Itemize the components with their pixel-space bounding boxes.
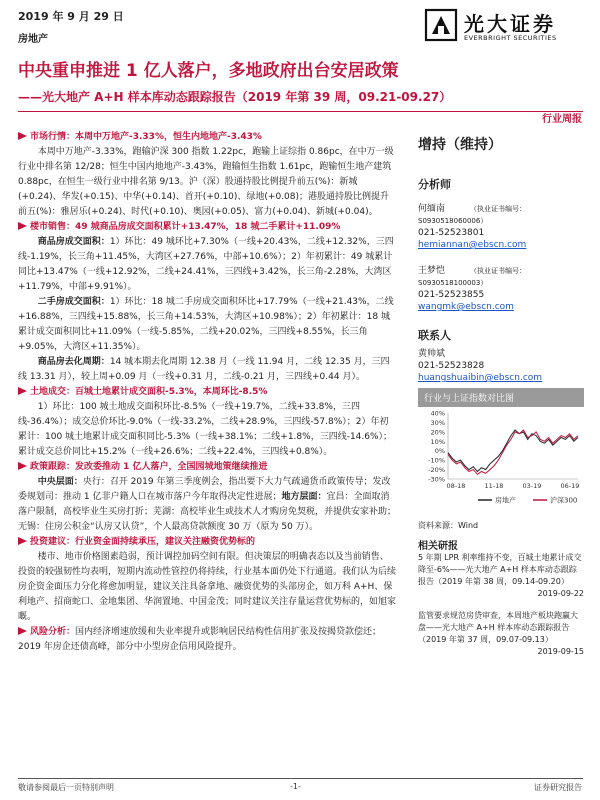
related-heading: 相关研报 xyxy=(418,541,458,552)
sector-label: 房地产 xyxy=(18,34,48,45)
bullet-icon xyxy=(18,537,27,545)
analyst-cert: （执业证书编号：S0930518100003） xyxy=(418,267,526,287)
section-risk xyxy=(18,625,396,655)
bullet-icon xyxy=(18,462,27,470)
related-report-title: 监管要求规范房贷审查，本周地产板块跑赢大盘——光大地产 A+H 样本库动态跟踪报告（2019 年第 37 周，09.07-09.13） xyxy=(418,611,578,644)
paragraph: 楼市、地市价格图素趋弱，预计调控加码空间有限。但决策层的明确表态以及当前销售、投资的较强韧性均表明，短期内流动性管控仍将持续，行业基本面仍处下行通道。我们认为后续房企资金面压力分化将愈加明显，建议关注具备拿地、融资优势的头部房企，如万科 A+H、保利地产、招商蛇口、金地集团、华润置地、中国金茂；同时建议关注存量运营优势标的，如旭家嘅。 xyxy=(18,552,397,622)
report-type: 行业周报 xyxy=(542,114,582,125)
paragraph-label: 地方层面： xyxy=(281,492,327,502)
related-report-date: 2019-09-22 xyxy=(537,589,584,598)
related-report-item[interactable] xyxy=(418,610,584,658)
bullet-icon xyxy=(18,387,27,395)
y-tick-label: 30% xyxy=(430,418,445,427)
paragraph-text: 央行：召开 2019 年第三季度例会，指出要下大力气疏通货币政策传导；发改委规划司：推动 1 亿非户籍人口在城市落户今年取得决定性进展； xyxy=(18,477,391,502)
paragraph-label: 二手房成交面积： xyxy=(37,297,110,307)
paragraph-text: 1）环比：18 城二手房成交面积环比+17.79%（一线+21.43%，二线+16.88%，三四线+15.88%，长三角+14.53%，大湾区+10.98%）；2）年初累计：18 城累计成交面积同比+11.09%（一线-5.85%，二线+20.02%，三四线+8.55%，长三角+9.05%，大湾区+11.35%）。 xyxy=(18,297,394,352)
analyst-email-link[interactable]: hemiannan@ebscn.com xyxy=(418,240,527,250)
analyst-cert: （执业证书编号：S0930518060006） xyxy=(418,205,526,225)
page-number: -1- xyxy=(290,782,301,791)
section-sales xyxy=(18,220,396,235)
paragraph-label: 中央层面： xyxy=(37,477,83,487)
paragraph-text: 国内经济增速放缓和失业率提升或影响居民结构性信用扩张及按揭贷款偿还；2019 年房企还债高峰，部分中小型房企信用风险提升。 xyxy=(18,627,382,652)
contact-phone: 021-52523828 xyxy=(418,361,485,371)
analyst-card xyxy=(418,265,584,313)
x-tick-label: 06-19 xyxy=(560,482,580,490)
footer-report-type: 证券研究报告 xyxy=(534,783,582,792)
y-tick-label: 0% xyxy=(434,447,445,456)
paragraph-text: 宜昌：全面取消落户限制，高校毕业生买房打折；芜湖：高校毕业生或技术人才购房免契税，并提供安家补助；无锡：住房公积金“认房又认贷”，个人最高贷款额度 30 万（原为 50 万）。 xyxy=(18,492,397,532)
section-heading: 市场行情：本周中万地产-3.33%，恒生内地地产-3.43% xyxy=(30,132,262,142)
x-tick-label: 03-19 xyxy=(522,482,542,490)
related-report-date: 2019-09-15 xyxy=(537,647,584,656)
y-tick-label: -20% xyxy=(428,466,445,475)
paragraph: 本周中万地产-3.33%，跑输沪深 300 指数 1.22pc，跑输上证综指 0.86pc，在中万一级行业中排名第 12/28；恒生中国内地地产-3.43%，跑输恒生指数 1.61pc，跑输恒生地产建筑 0.88pc，在恒生一级行业中排名第 9/13。沪（深）股通持股比例提升前五(%)：新城(+0.24)、华发(+0.15)、中华(+0.14)、首开(+0.10)、绿地(+0.08)；港股通持股比例提升前五(%)：雅居乐(+0.24)、时代(+0.10)、奥园(+0.05)、富力(+0.04)、新城(+0.04)。 xyxy=(18,147,394,217)
section-investment xyxy=(18,535,396,550)
section-heading: 楼市销售：49 城商品房成交面积累计+13.47%，18 城二手累计+11.09% xyxy=(30,222,341,232)
footer-disclaimer: 敬请参阅最后一页特别声明 xyxy=(18,783,114,792)
paragraph: 1）环比：100 城土地成交面积环比-8.5%（一线+19.7%，二线+33.8%，三四线-36.4%）；成交总价环比-9.0%（一线-33.2%，二线+28.9%，三四线-57.8%）；2）年初累计：100 城土地累计成交面积同比-5.3%（一线+38.1%；二线+1.8%，三四线-14.6%）；累计成交总价同比+15.2%（一线+26.6%；二线+22.4%，三四线+0.8%）。 xyxy=(18,402,393,457)
legend-label: 沪深300 xyxy=(550,496,578,505)
y-tick-label: -10% xyxy=(428,456,445,465)
bullet-icon xyxy=(18,222,27,230)
brand-logo xyxy=(424,6,584,46)
chart-title: 行业与上证指数对比图 xyxy=(418,388,584,407)
bullet-icon xyxy=(18,627,27,635)
y-tick-label: 40% xyxy=(430,409,445,418)
analyst-name: 王梦恺 xyxy=(418,266,446,276)
main-body xyxy=(18,130,396,655)
report-subtitle: ——光大地产 A+H 样本库动态跟踪报告（2019 年第 39 周，09.21-09.27） xyxy=(18,90,452,104)
y-tick-label: 10% xyxy=(430,437,445,446)
related-report-title: 5 年期 LPR 利率维持不变，百城土地累计成交降至-6%——光大地产 A+H 样本库动态跟踪报告（2019 年第 38 周，09.14-09.20） xyxy=(418,553,582,586)
analyst-phone: 021-52523855 xyxy=(418,290,485,300)
logo-text: 光大证券 xyxy=(464,12,556,36)
header-divider xyxy=(18,111,583,112)
paragraph xyxy=(18,295,396,355)
x-tick-label: 08-18 xyxy=(446,482,466,490)
report-date: 2019 年 9 月 29 日 xyxy=(18,10,124,23)
paragraph xyxy=(18,475,396,535)
analyst-email-link[interactable]: wangmk@ebscn.com xyxy=(418,302,514,312)
legend-label: 房地产 xyxy=(495,496,516,505)
contact-card xyxy=(418,348,584,384)
chart-plot xyxy=(418,407,584,507)
y-tick-label: 20% xyxy=(430,428,445,437)
section-heading: 投资建议：行业资金面持续承压，建议关注融资优势标的 xyxy=(30,537,256,547)
analyst-name: 何缅南 xyxy=(418,204,446,214)
section-heading: 政策跟踪：发改委推动 1 亿人落户，全国园城地策继续推进 xyxy=(30,462,268,472)
analyst-phone: 021-52523801 xyxy=(418,228,485,238)
sidebar xyxy=(418,130,584,384)
contact-heading: 联系人 xyxy=(418,329,451,342)
paragraph xyxy=(18,235,396,295)
comparison-chart xyxy=(418,388,584,508)
y-tick-label: -30% xyxy=(428,475,445,484)
contact-email-link[interactable]: huangshuaibin@ebscn.com xyxy=(418,373,543,383)
rating: 增持（维持） xyxy=(418,137,502,153)
paragraph-text: 1）环比：49 城环比+7.30%（一线+20.43%，二线+12.32%，三四线-1.19%，长三角+11.45%，大湾区+27.76%，中部+10.6%）；2）年初累计：49 城累计同比+13.47%（一线+12.92%，二线+24.41%，三四线+3.42%，长三角-2.28%，大湾区+11.79%，中部+9.91%）。 xyxy=(18,237,394,292)
related-report-item[interactable] xyxy=(418,552,584,600)
bullet-icon xyxy=(18,132,27,140)
analysts-heading: 分析师 xyxy=(418,178,451,191)
paragraph-label: 商品房成交面积： xyxy=(37,237,110,247)
report-title: 中央重申推进 1 亿人落户，多地政府出台安居政策 xyxy=(18,61,399,81)
section-heading: 土地成交：百城土地累计成交面积-5.3%，本周环比-8.5% xyxy=(30,387,268,397)
section-land xyxy=(18,385,396,400)
logo-text-en: EVERBRIGHT SECURITIES xyxy=(464,34,557,42)
section-market xyxy=(18,130,396,145)
contact-name: 黄帅斌 xyxy=(418,349,446,359)
paragraph-label: 商品房去化周期： xyxy=(37,357,110,367)
section-policy xyxy=(18,460,396,475)
footer-divider xyxy=(18,778,583,779)
logo-mark-icon xyxy=(424,8,458,42)
x-tick-label: 11-18 xyxy=(484,482,504,490)
chart-source: 资料来源：Wind xyxy=(418,521,479,530)
analyst-card xyxy=(418,203,584,251)
paragraph xyxy=(18,355,396,385)
section-heading: 风险分析： xyxy=(30,627,76,637)
paragraph-text: 14 城本期去化周期 12.38 月（一线 11.94 月，二线 12.35 月，三四线 13.31 月），较上周+0.09 月（一线+0.31 月，二线-0.21 月，三四线+0.44 月）。 xyxy=(18,357,390,382)
